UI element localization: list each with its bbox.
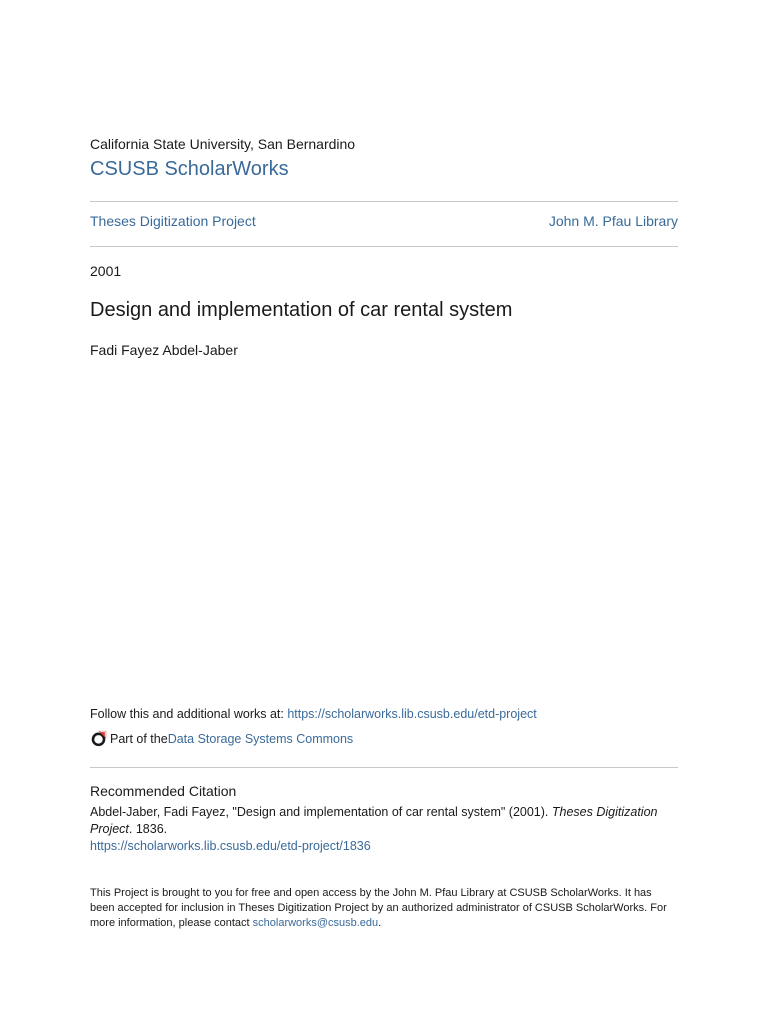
part-of-line bbox=[90, 730, 353, 747]
document-title: Design and implementation of car rental system bbox=[90, 299, 513, 321]
citation-heading: Recommended Citation bbox=[90, 783, 237, 799]
collection-row bbox=[90, 213, 678, 229]
collection-link[interactable]: Theses Digitization Project bbox=[90, 213, 256, 229]
network-commons-icon bbox=[90, 730, 107, 747]
footer-end: . bbox=[378, 917, 382, 929]
institution-name: California State University, San Bernardino bbox=[90, 136, 356, 152]
library-link[interactable]: John M. Pfau Library bbox=[548, 213, 678, 229]
footer-text: This Project is brought to you for free and open access by the John M. Pfau Library at CSUSB ScholarWorks. It has been accepted for inclusion in Theses Digitization Project by an authorized administrator of CSUSB ScholarWorks. For more information, please contact bbox=[90, 887, 667, 929]
contact-email-link[interactable]: scholarworks@csusb.edu bbox=[252, 917, 379, 929]
document-author: Fadi Fayez Abdel-Jaber bbox=[90, 342, 238, 358]
follow-prefix: Follow this and additional works at: bbox=[90, 707, 288, 721]
publication-year: 2001 bbox=[90, 263, 122, 279]
citation-text: Abdel-Jaber, Fadi Fayez, "Design and implementation of car rental system" (2001). bbox=[90, 805, 552, 819]
divider bbox=[90, 767, 678, 768]
divider bbox=[90, 246, 678, 247]
citation-series: Theses Digitization Project bbox=[90, 805, 658, 836]
part-of-prefix: Part of the bbox=[110, 731, 168, 746]
follow-line bbox=[90, 707, 537, 721]
footer-notice bbox=[90, 886, 678, 931]
repository-link[interactable]: CSUSB ScholarWorks bbox=[90, 158, 289, 180]
collection-url-link[interactable]: https://scholarworks.lib.csusb.edu/etd-project bbox=[287, 707, 537, 721]
citation-number: . 1836. bbox=[128, 822, 168, 836]
divider bbox=[90, 201, 678, 202]
citation-url-link[interactable]: https://scholarworks.lib.csusb.edu/etd-project/1836 bbox=[90, 839, 371, 853]
citation-block bbox=[90, 804, 678, 855]
commons-link[interactable]: Data Storage Systems Commons bbox=[167, 731, 354, 746]
